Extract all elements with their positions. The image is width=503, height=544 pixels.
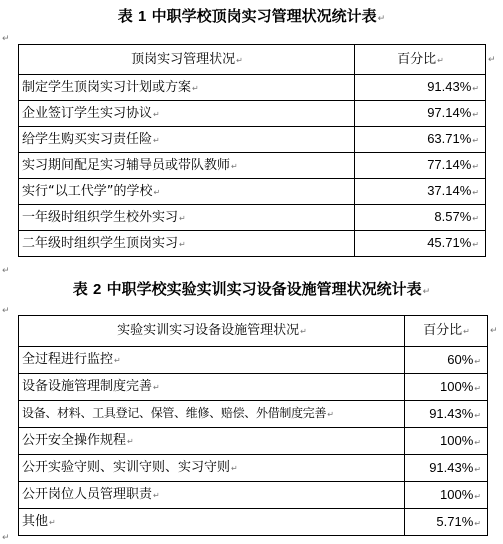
paragraph-mark: ↵ [2, 533, 10, 543]
paragraph-mark: ↵ [2, 266, 10, 276]
table1-row-value: 37.14%↵ [355, 179, 486, 205]
table2-row-label: 公开安全操作规程↵ [19, 428, 405, 455]
table1 [18, 44, 486, 257]
table2-row-value: 100%↵ [405, 482, 488, 509]
table2-row-value: 60%↵ [405, 347, 488, 374]
paragraph-mark: ↵ [422, 287, 431, 297]
table2-caption-prefix: 表 [72, 280, 88, 298]
paragraph-mark: ↵ [2, 34, 10, 44]
table1-caption [0, 6, 503, 29]
table1-row-value: 91.43%↵ [355, 75, 486, 101]
table1-header-status: 顶岗实习管理状况↵ [19, 45, 355, 75]
table1-row-value: 97.14%↵ [355, 101, 486, 127]
table-row [19, 205, 486, 231]
table2-row-label: 设备设施管理制度完善↵ [19, 374, 405, 401]
table2-caption [0, 279, 503, 302]
table2-row-label: 其他↵ [19, 509, 405, 536]
table1-row-label: 二年级时组织学生顶岗实习↵ [19, 231, 355, 257]
table2-row-value: 100%↵ [405, 428, 488, 455]
table1-row-value: 63.71%↵ [355, 127, 486, 153]
row-end-mark: ↵ [488, 55, 496, 65]
table-row [19, 374, 488, 401]
table1-row-label: 一年级时组织学生校外实习↵ [19, 205, 355, 231]
table2 [18, 315, 488, 536]
table2-caption-text: 中职学校实验实训实习设备设施管理状况统计表 [106, 280, 422, 298]
table1-row-label: 给学生购买实习责任险↵ [19, 127, 355, 153]
table2-caption-number: 2 [93, 281, 102, 298]
table1-row-label: 实行“以工代学”的学校↵ [19, 179, 355, 205]
table-row [19, 509, 488, 536]
table-row [19, 455, 488, 482]
table1-header-percent: 百分比↵ [355, 45, 486, 75]
table-row [19, 347, 488, 374]
table-row [19, 75, 486, 101]
table1-row-label: 实习期间配足实习辅导员或带队教师↵ [19, 153, 355, 179]
table2-header-row [19, 316, 488, 347]
table-row [19, 179, 486, 205]
table2-row-label: 公开实验守则、实训守则、实习守则↵ [19, 455, 405, 482]
table-row [19, 153, 486, 179]
table-row [19, 231, 486, 257]
table-row [19, 428, 488, 455]
table1-row-label: 企业签订学生实习协议↵ [19, 101, 355, 127]
table2-header-percent: 百分比↵ [405, 316, 488, 347]
table1-caption-text: 中职学校顶岗实习管理状况统计表 [151, 7, 377, 25]
table-row [19, 482, 488, 509]
table2-row-value: 91.43%↵ [405, 401, 488, 428]
paragraph-mark: ↵ [2, 306, 10, 316]
table-row [19, 401, 488, 428]
table1-row-value: 77.14%↵ [355, 153, 486, 179]
table2-row-label: 公开岗位人员管理职责↵ [19, 482, 405, 509]
table1-header-row [19, 45, 486, 75]
table-row [19, 101, 486, 127]
paragraph-mark: ↵ [377, 14, 386, 24]
table2-row-value: 91.43%↵ [405, 455, 488, 482]
table1-caption-prefix: 表 [117, 7, 133, 25]
table2-header-status: 实验实训实习设备设施管理状况↵ [19, 316, 405, 347]
table1-row-label: 制定学生顶岗实习计划或方案↵ [19, 75, 355, 101]
table2-row-value: 100%↵ [405, 374, 488, 401]
row-end-mark: ↵ [490, 326, 498, 336]
table1-caption-number: 1 [138, 8, 147, 25]
table-row [19, 127, 486, 153]
table2-row-label: 设备、材料、工具登记、保管、维修、赔偿、外借制度完善↵ [19, 401, 405, 428]
table1-row-value: 8.57%↵ [355, 205, 486, 231]
table2-row-label: 全过程进行监控↵ [19, 347, 405, 374]
table1-row-value: 45.71%↵ [355, 231, 486, 257]
table2-row-value: 5.71%↵ [405, 509, 488, 536]
